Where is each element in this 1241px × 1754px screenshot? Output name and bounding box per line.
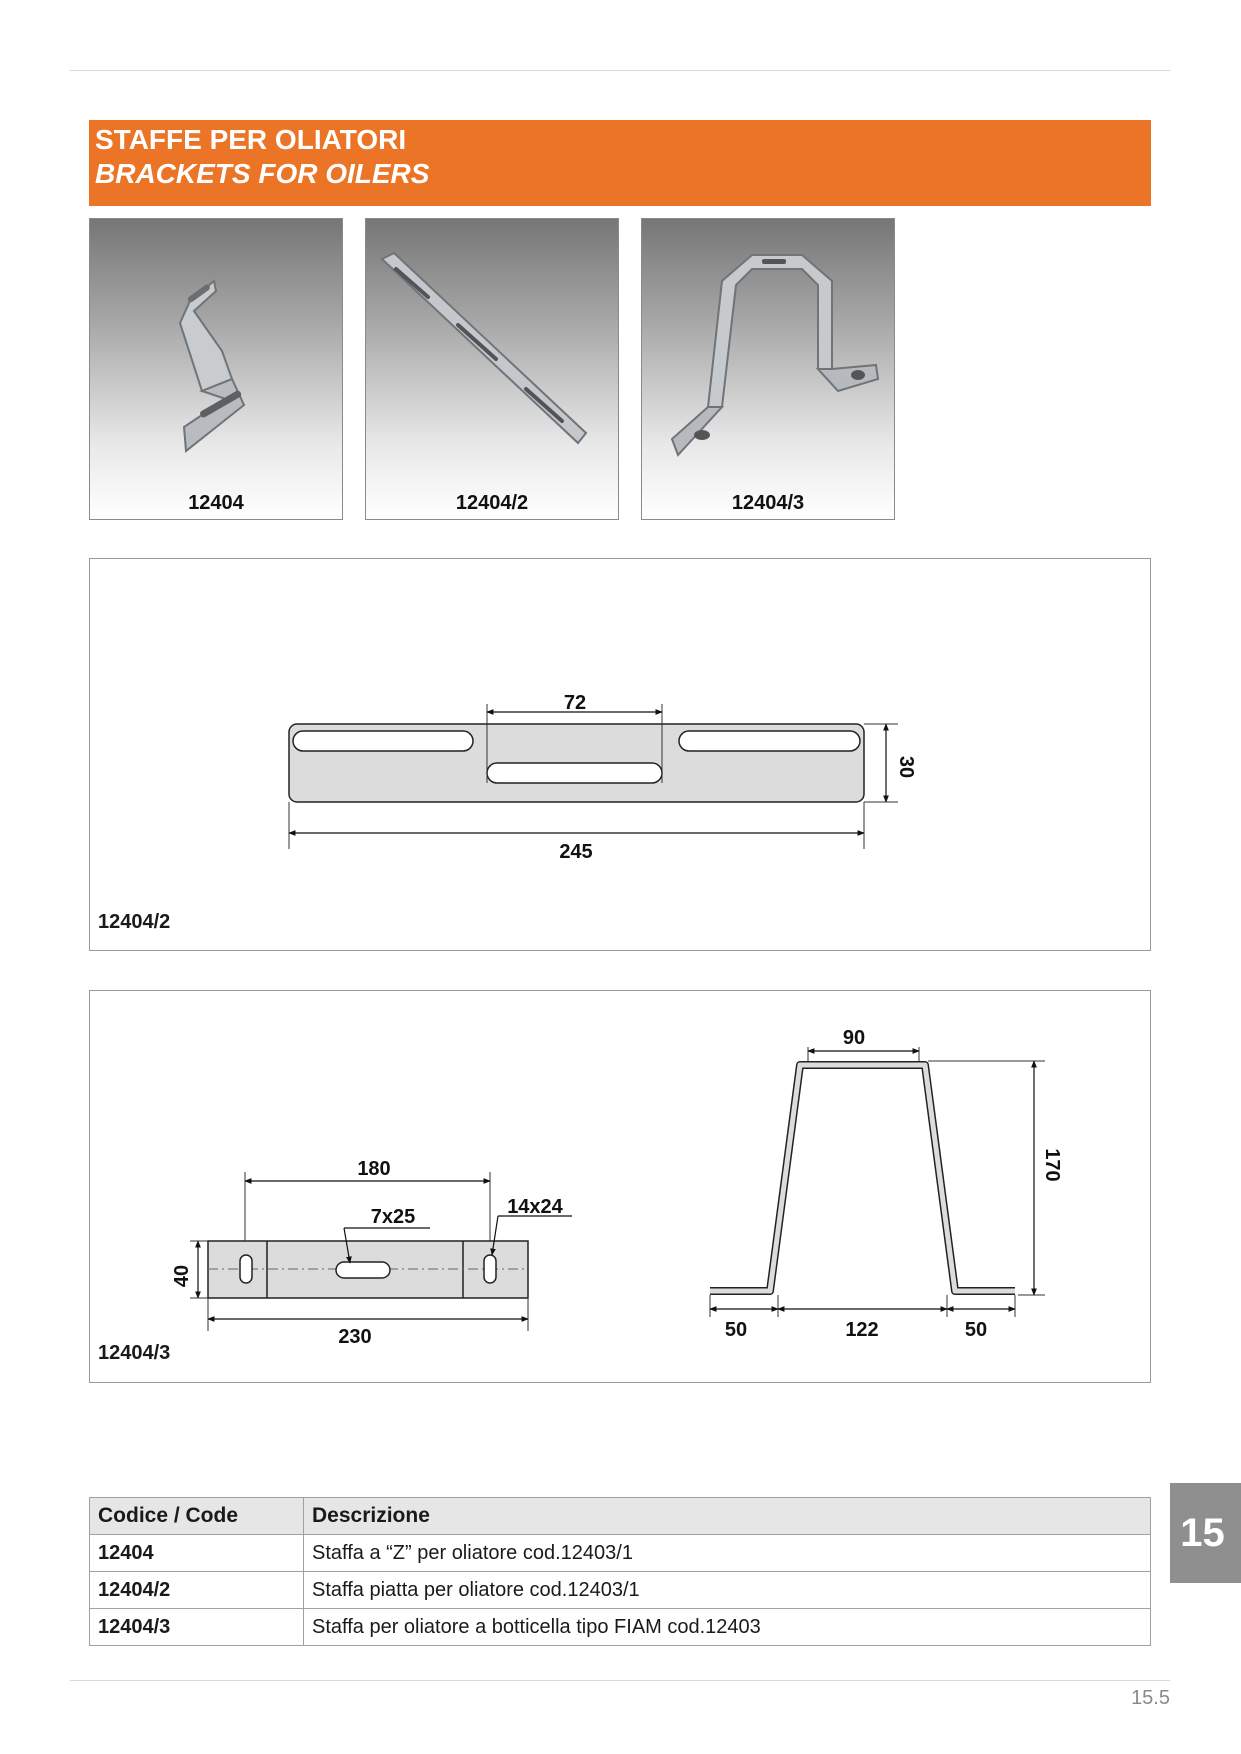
dim-foot-right: 50 xyxy=(964,1319,988,1341)
photo-code: 12404/2 xyxy=(455,492,529,514)
bottom-rule xyxy=(70,1680,1170,1681)
dim-total-height: 170 xyxy=(1041,1148,1063,1182)
product-photo-12404 xyxy=(89,218,343,520)
dim-slot-center: 7x25 xyxy=(370,1206,416,1228)
dim-height: 40 xyxy=(171,1264,193,1288)
row-description: Staffa a “Z” per oliatore cod.12403/1 xyxy=(304,1535,1151,1572)
top-rule xyxy=(70,70,1170,71)
dim-inner-width: 122 xyxy=(845,1319,879,1341)
dim-height: 30 xyxy=(895,755,917,779)
section-title: STAFFE PER OLIATORI xyxy=(95,124,407,155)
table-row xyxy=(90,1609,1151,1646)
dim-slot-end: 14x24 xyxy=(507,1196,563,1218)
section-header xyxy=(89,120,1151,206)
dim-slot-span: 72 xyxy=(563,692,587,714)
drawing-label: 12404/2 xyxy=(98,911,171,933)
dim-foot-left: 50 xyxy=(724,1319,748,1341)
drawing-panel-fiam xyxy=(89,990,1151,1383)
header-description: Descrizione xyxy=(304,1498,1151,1535)
z-bracket-image xyxy=(90,219,344,521)
row-code: 12404/3 xyxy=(90,1609,304,1646)
product-photo-12404-2 xyxy=(365,218,619,520)
dim-top-width: 90 xyxy=(842,1027,866,1049)
fiam-bracket-image xyxy=(642,219,896,521)
drawing-label: 12404/3 xyxy=(98,1342,171,1364)
section-tab: 15 xyxy=(1170,1483,1241,1583)
section-subtitle: BRACKETS FOR OILERS xyxy=(95,158,430,189)
table-row xyxy=(90,1572,1151,1609)
photo-code: 12404 xyxy=(188,492,244,514)
table-row xyxy=(90,1535,1151,1572)
product-table xyxy=(89,1497,1151,1646)
dim-length: 230 xyxy=(338,1326,372,1348)
dim-length: 245 xyxy=(559,841,593,863)
flat-bracket-image xyxy=(366,219,620,521)
row-description: Staffa piatta per oliatore cod.12403/1 xyxy=(304,1572,1151,1609)
flat-bracket-drawing xyxy=(90,559,1152,952)
row-code: 12404/2 xyxy=(90,1572,304,1609)
product-photo-12404-3 xyxy=(641,218,895,520)
row-code: 12404 xyxy=(90,1535,304,1572)
drawing-panel-flat xyxy=(89,558,1151,951)
table-header-row xyxy=(90,1498,1151,1535)
fiam-bracket-drawing xyxy=(90,991,1152,1384)
dim-hole-spacing: 180 xyxy=(357,1158,391,1180)
header-code: Codice / Code xyxy=(90,1498,304,1535)
photo-code: 12404/3 xyxy=(731,492,805,514)
page-number: 15.5 xyxy=(1131,1687,1170,1709)
row-description: Staffa per oliatore a botticella tipo FIAM cod.12403 xyxy=(304,1609,1151,1646)
